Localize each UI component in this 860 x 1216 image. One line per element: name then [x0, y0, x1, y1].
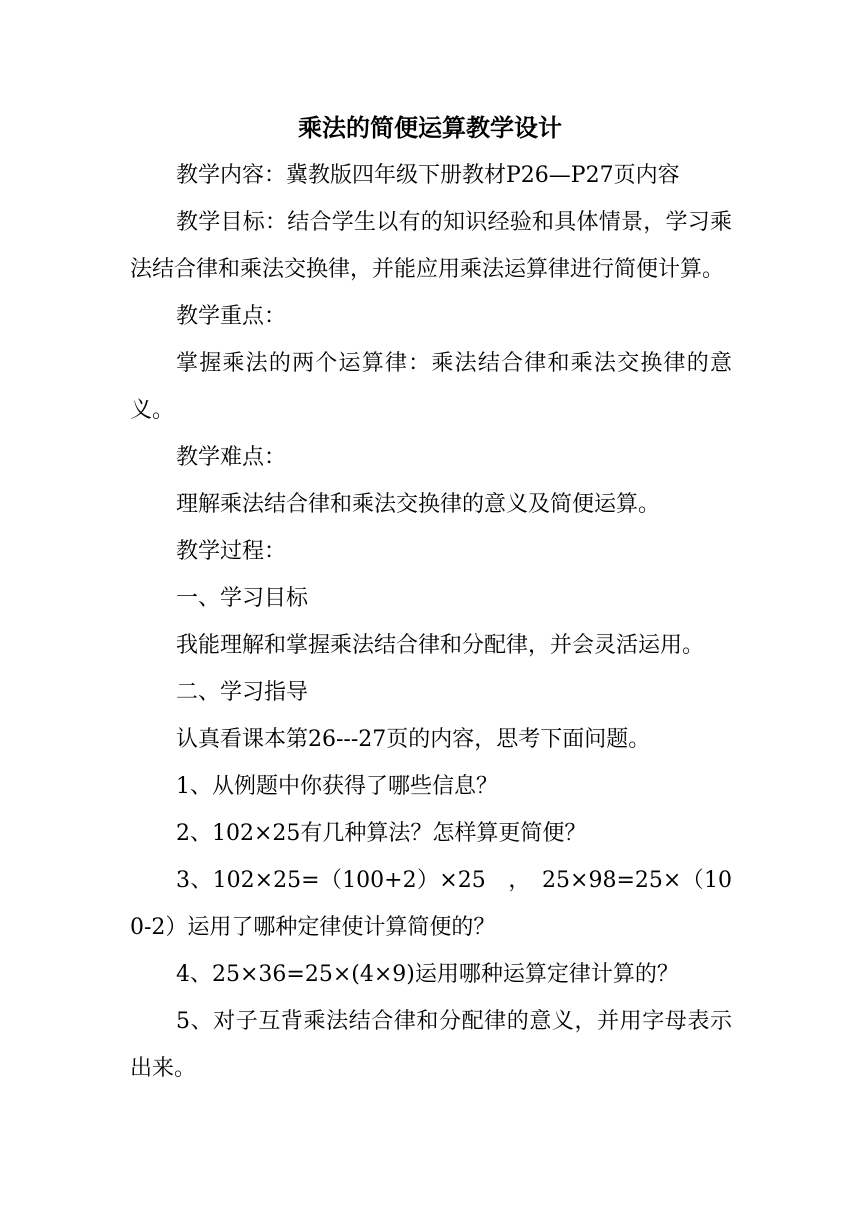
- document-title: 乘法的简便运算教学设计: [298, 113, 562, 142]
- paragraph-learning-goal: 我能理解和掌握乘法结合律和分配律，并会灵活运用。: [176, 633, 705, 658]
- section-heading-learning-guide: 二、学习指导: [176, 680, 309, 705]
- paragraph-teaching-goal: 教学目标：结合学生以有的知识经验和具体情景，学习乘法结合律和乘法交换律，并能应用乘法运算律进行简便计算。: [130, 210, 732, 282]
- paragraph-process-heading: 教学过程：: [176, 539, 287, 564]
- paragraph-key-points: 掌握乘法的两个运算律：乘法结合律和乘法交换律的意义。: [130, 351, 732, 423]
- paragraph-learning-guide: 认真看课本第26---27页的内容，思考下面问题。: [176, 727, 651, 752]
- section-heading-learning-goal: 一、学习目标: [176, 586, 309, 611]
- document-body: [130, 152, 732, 1092]
- paragraph-difficulties-heading: 教学难点：: [176, 445, 287, 470]
- question-item-5: 5、对子互背乘法结合律和分配律的意义，并用字母表示出来。: [130, 1009, 732, 1081]
- question-item-1: 1、从例题中你获得了哪些信息？: [176, 774, 498, 799]
- question-item-2: 2、102×25有几种算法？怎样算更简便？: [176, 821, 587, 846]
- paragraph-key-points-heading: 教学重点：: [176, 304, 287, 329]
- paragraph-teaching-content: 教学内容：冀教版四年级下册教材P26—P27页内容: [176, 163, 680, 188]
- paragraph-difficulties: 理解乘法结合律和乘法交换律的意义及简便运算。: [176, 492, 661, 517]
- question-item-3: 3、102×25=（100+2）×25 ， 25×98=25×（100-2）运用了哪种定律使计算简便的？: [130, 868, 732, 940]
- question-item-4: 4、25×36=25×(4×9)运用哪种运算定律计算的？: [176, 962, 679, 987]
